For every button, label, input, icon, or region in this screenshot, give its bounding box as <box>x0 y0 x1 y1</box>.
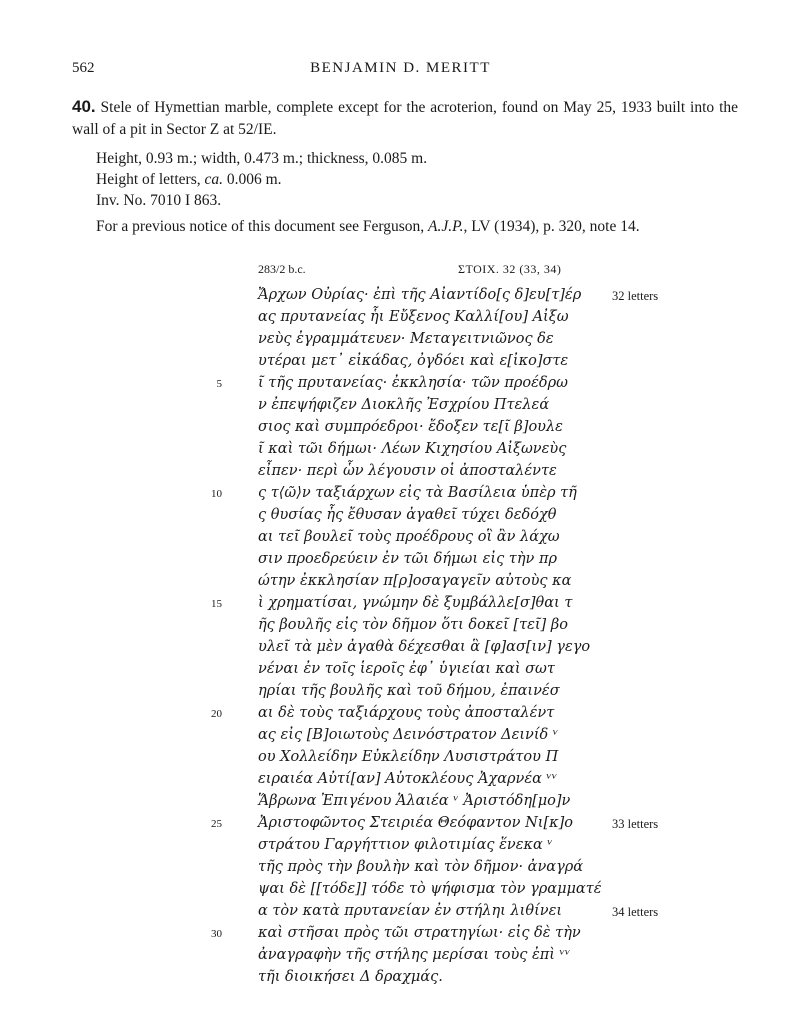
inscription-line: ς θυσίας ἧς ἔθυσαν ἀγαθεῖ τύχει δεδόχθ <box>258 507 557 523</box>
inscription-line: τῆι διοικήσει Δ δραχμάς. <box>258 969 443 985</box>
entry-number: 40. <box>72 97 96 116</box>
inscription-line: εἶπεν· περὶ ὧν λέγουσιν οἱ ἀποσταλέντε <box>258 463 557 479</box>
letter-height-value: 0.006 m. <box>226 171 282 188</box>
line-number: 20 <box>211 708 222 720</box>
inscription-line: ν ἐπεψήφιζεν Διοκλῆς Ἐσχρίου Πτελεά <box>258 397 550 413</box>
page-number: 562 <box>72 60 95 76</box>
inscription-date: 283/2 b.c. <box>258 262 306 276</box>
inscription-line: καὶ στῆσαι πρὸς τῶι στρατηγίωι· εἰς δὲ τὴν <box>258 925 581 941</box>
inscription-line: στράτου Γαργήττιον φιλοτιμίας ἕνεκα ᵛ <box>258 837 553 853</box>
inscription-line: ῖ καὶ τῶι δήμωι· Λέων Κιχησίου Αἰξωνεὺς <box>258 441 567 457</box>
running-title: BENJAMIN D. MERITT <box>310 60 491 76</box>
entry-description: Stele of Hymettian marble, complete except for the acroterion, found on May 25, 1933 built into the wall of a pit in Sector Ζ at 52/ΙΕ. <box>72 99 739 138</box>
inscription-line: ειραιέα Αὐτί[αν] Αὐτοκλέους Ἀχαρνέα ᵛᵛ <box>258 771 558 787</box>
bibliographic-note <box>96 218 640 236</box>
note-journal: A.J.P. <box>428 218 464 235</box>
inscription-line: Ἅβρωνα Ἐπιγένου Ἁλαιέα ᵛ Ἀριστόδη[μο]ν <box>258 793 571 809</box>
inscription-line: υτέραι μετ᾽ εἰκάδας, ὀγδόει καὶ ε[ἰκο]στε <box>258 353 569 369</box>
letter-height-ca: ca. <box>204 171 223 188</box>
line-number: 10 <box>211 488 222 500</box>
inventory-number: Inv. No. 7010 I 863. <box>96 192 222 209</box>
line-number: 15 <box>211 598 222 610</box>
inscription-line: αι τεῖ βουλεῖ τοὺς προέδρους οἳ ἂν λάχω <box>258 529 560 545</box>
stoichedon-count: ΣΤΟΙΧ. 32 (33, 34) <box>458 262 562 276</box>
inscription-line: ῆς βουλῆς εἰς τὸν δῆμον ὅτι δοκεῖ [τεῖ] βο <box>258 617 568 633</box>
inscription-line: ς τ⟨ῶ⟩ν ταξιάρχων εἰς τὰ Βασίλεια ὑπὲρ τῆ <box>258 485 577 501</box>
inscription-line: τῆς πρὸς τὴν βουλὴν καὶ τὸν δῆμον· ἀναγρά <box>258 859 584 875</box>
inscription-line: ώτην ἐκκλησίαν π[ρ]οσαγαγεῖν αὐτοὺς κα <box>258 573 572 589</box>
letter-height-prefix: Height of letters, <box>96 171 201 188</box>
inscription-line: σιος καὶ συμπρόεδροι· ἔδοξεν τε[ῖ β]ουλε <box>258 419 563 435</box>
line-number: 25 <box>211 818 222 830</box>
inscription-line: ῖ τῆς πρυτανείας· ἐκκλησία· τῶν προέδρω <box>258 375 569 391</box>
entry-heading <box>72 96 738 141</box>
dimensions: Height, 0.93 m.; width, 0.473 m.; thickness, 0.085 m. <box>96 150 428 167</box>
inscription-line: α τὸν κατὰ πρυτανείαν ἐν στήληι λιθίνει <box>258 903 563 919</box>
note-suffix: , LV (1934), p. 320, note 14. <box>463 218 640 235</box>
note-prefix: For a previous notice of this document see Ferguson, <box>96 218 425 235</box>
inscription-line: αι δὲ τοὺς ταξιάρχους τοὺς ἀποσταλέντ <box>258 705 555 721</box>
inscription-line: ου Χολλείδην Εὐκλείδην Λυσιστράτου Π <box>258 749 559 765</box>
letter-count: 34 letters <box>612 905 659 919</box>
inscription-line: ἀναγραφὴν τῆς στήλης μερίσαι τοὺς ἐπὶ ᵛᵛ <box>258 947 571 963</box>
inscription-line: σιν προεδρεύειν ἐν τῶι δήμωι εἰς τὴν πρ <box>258 551 557 567</box>
inscription-line: Ἄρχων Οὐρίας· ἐπὶ τῆς Αἰαντίδο[ς δ]ευ[τ]έρ <box>258 287 582 303</box>
line-number: 30 <box>211 928 222 940</box>
inscription-line: ψαι δὲ [[τόδε]] τόδε τὸ ψήφισμα τὸν γραμματέ <box>258 881 602 897</box>
letter-count: 32 letters <box>612 289 659 303</box>
letter-count: 33 letters <box>612 817 659 831</box>
inscription-line: Ἀριστοφῶντος Στειριέα Θεόφαντον Νι[κ]ο <box>258 815 573 831</box>
line-number: 5 <box>216 378 222 390</box>
inscription-line: νέναι ἐν τοῖς ἱεροῖς ἐφ᾽ ὑγιείαι καὶ σωτ <box>258 661 555 677</box>
inscription-line: ας πρυτανείας ἧι Εὔξενος Καλλί[ου] Αἰξω <box>258 309 569 325</box>
inscription-line: νεὺς ἐγραμμάτευεν· Μεταγειτνιῶνος δε <box>258 331 554 347</box>
letter-height <box>96 169 282 190</box>
inscription-line: ηρίαι τῆς βουλῆς καὶ τοῦ δήμου, ἐπαινέσ <box>258 683 560 699</box>
inscription-line: υλεῖ τὰ μὲν ἀγαθὰ δέχεσθαι ἃ [φ]ασ[ιν] γεγο <box>258 639 591 655</box>
inscription-line: ας εἰς [Β]οιωτοὺς Δεινόστρατον Δεινίδ ᵛ <box>258 727 559 743</box>
inscription-line: ὶ χρηματίσαι, γνώμην δὲ ξυμβάλλε[σ]θαι τ <box>258 595 573 611</box>
